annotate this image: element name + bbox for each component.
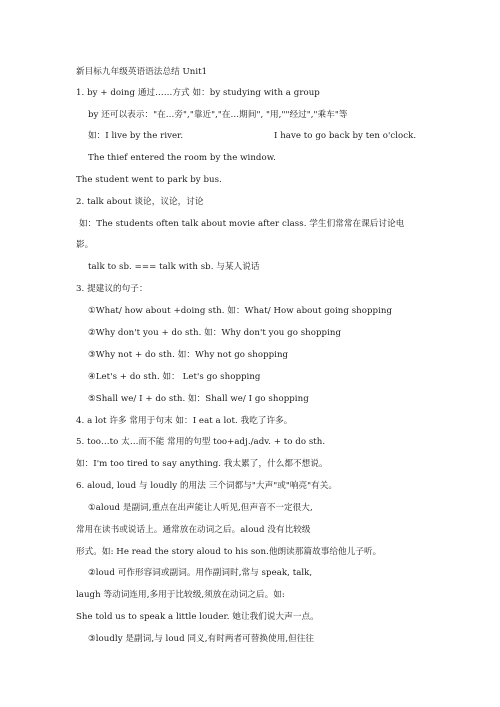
text-line: ①What/ how about +doing sth. 如：What/ How about going shopping bbox=[88, 306, 393, 316]
text-line: 形式。如: He read the story aloud to his son.他朗读那篇故事给他儿子听。 bbox=[76, 547, 382, 557]
text-line: by 还可以表示："在…旁","靠近","在…期间", "用,""经过","乘车"等 bbox=[88, 110, 348, 120]
text-line: ③Why not + do sth. 如：Why not go shopping bbox=[88, 350, 289, 360]
text-line: 6. aloud, loud 与 loudly 的用法 三个词都与"大声"或"响亮"有关。 bbox=[76, 481, 338, 491]
text-line: She told us to speak a little louder. 她让我们说大声一点。 bbox=[76, 612, 319, 622]
text-line: I have to go back by ten o'clock. bbox=[274, 131, 417, 141]
text-line: laugh 等动词连用,多用于比较级,须放在动词之后。如: bbox=[76, 590, 285, 600]
text-line: ④Let's + do sth. 如： Let's go shopping bbox=[88, 372, 261, 382]
text-line: 如：The students often talk about movie after class. 学生们常常在课后讨论电 bbox=[79, 219, 405, 229]
text-line: The thief entered the room by the window. bbox=[88, 153, 276, 163]
text-line: 2. talk about 谈论，议论，讨论 bbox=[76, 197, 204, 207]
text-line: 影。 bbox=[76, 240, 94, 250]
text-line: 如：I live by the river. bbox=[88, 131, 184, 141]
text-line: 1. by + doing 通过……方式 如：by studying with a group bbox=[76, 88, 320, 98]
text-line: 4. a lot 许多 常用于句末 如：I eat a lot. 我吃了许多。 bbox=[76, 416, 293, 426]
text-line: The student went to park by bus. bbox=[76, 175, 222, 185]
document-title: 新目标九年级英语语法总结 Unit1 bbox=[76, 67, 208, 77]
text-line: ③loudly 是副词,与 loud 同义,有时两者可替换使用,但往往 bbox=[88, 634, 315, 644]
text-line: 如：I'm too tired to say anything. 我太累了，什么都不想说。 bbox=[76, 459, 328, 469]
text-line: ①aloud 是副词,重点在出声能让人听见,但声音不一定很大, bbox=[88, 503, 313, 513]
text-line: ⑤Shall we/ I + do sth. 如：Shall we/ I go shopping bbox=[88, 394, 309, 404]
text-line: talk to sb. === talk with sb. 与某人说话 bbox=[88, 262, 260, 272]
text-line: 5. too…to 太…而不能 常用的句型 too+adj./adv. + to do sth. bbox=[76, 437, 326, 447]
text-line: 常用在读书或说话上。通常放在动词之后。aloud 没有比较级 bbox=[76, 525, 311, 535]
text-line: ②loud 可作形容词或副词。用作副词时,常与 speak, talk, bbox=[88, 568, 313, 578]
text-line: 3. 提建议的句子： bbox=[76, 284, 148, 294]
text-line: ②Why don't you + do sth. 如：Why don't you go shopping bbox=[88, 328, 342, 338]
